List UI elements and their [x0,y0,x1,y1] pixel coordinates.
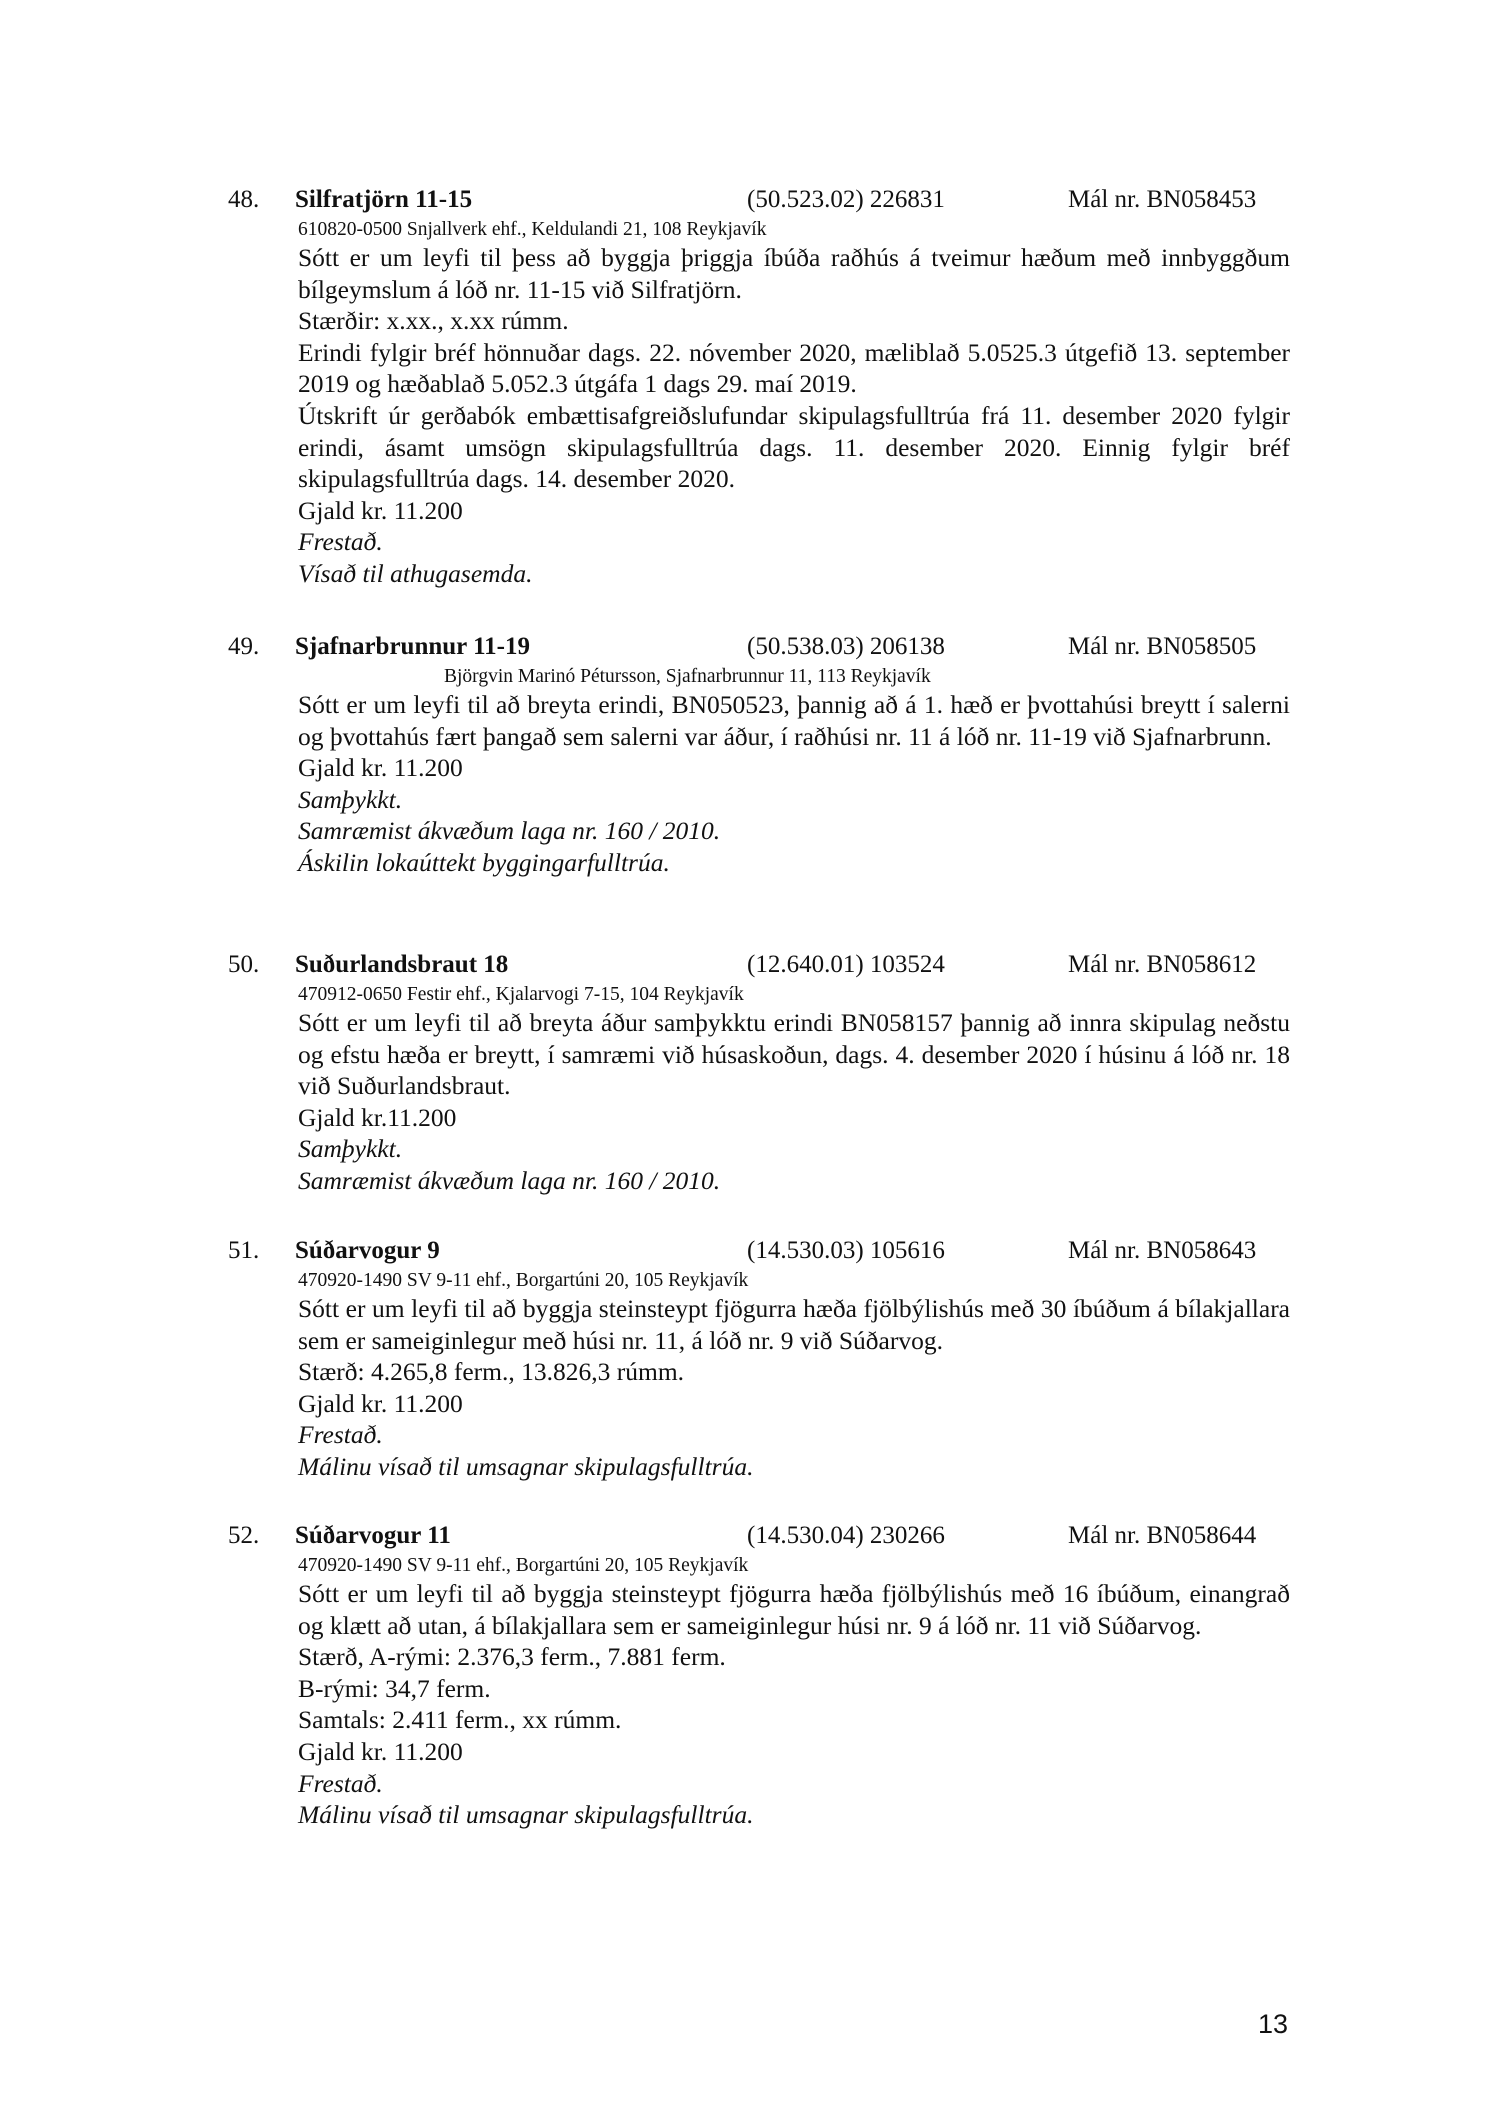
case-50 [228,948,1290,1197]
case-decision-note: Málinu vísað til umsagnar skipulagsfulltrúa. [298,1800,754,1830]
case-size-total: Samtals: 2.411 ferm., xx rúmm. [298,1705,622,1735]
case-reference: Mál nr. BN058612 [1068,951,1257,978]
case-number: 52. [228,1522,260,1549]
case-number: 50. [228,951,260,978]
case-description: Sótt er um leyfi til að breyta erindi, BN050523, þannig að á 1. hæð er þvottahúsi breytt í salerni og þvottahús fært þangað sem salerni var áður, í raðhúsi nr. 11 á lóð nr. 11-19 við Sjafnarbrunn. [298,690,1290,751]
case-applicant: 470912-0650 Festir ehf., Kjalarvogi 7-15, 104 Reykjavík [298,984,744,1005]
case-decision: Frestað. [298,1420,383,1450]
case-size: Stærðir: x.xx., x.xx rúmm. [298,306,569,336]
case-header [228,183,1290,217]
case-decision-note: Samræmist ákvæðum laga nr. 160 / 2010. [298,1165,721,1195]
case-52 [228,1519,1290,1831]
case-fee: Gjald kr. 11.200 [298,753,463,783]
case-body [298,1293,1290,1483]
case-size-a: Stærð, A-rými: 2.376,3 ferm., 7.881 ferm. [298,1642,726,1672]
page-number: 13 [1257,2009,1288,2039]
case-reference: Mál nr. BN058505 [1068,633,1257,660]
case-body [298,242,1290,590]
case-address: Súðarvogur 9 [295,1237,440,1264]
case-decision-note: Áskilin lokaúttekt byggingarfulltrúa. [298,847,670,877]
case-51 [228,1234,1290,1483]
case-attachments: Erindi fylgir bréf hönnuðar dags. 22. nóvember 2020, mæliblað 5.0525.3 útgefið 13. september 2019 og hæðablað 5.052.3 útgáfa 1 dags 29. maí 2019. [298,337,1290,399]
case-decision: Frestað. [298,527,383,557]
case-body [298,1578,1290,1831]
case-reference: Mál nr. BN058644 [1068,1522,1257,1549]
case-address: Sjafnarbrunnur 11-19 [295,633,531,660]
case-number: 48. [228,186,260,213]
case-reference: Mál nr. BN058453 [1068,186,1257,213]
case-fee: Gjald kr. 11.200 [298,1388,463,1418]
case-address: Súðarvogur 11 [295,1522,451,1549]
case-size-b: B-rými: 34,7 ferm. [298,1673,491,1703]
case-lot-number: (12.640.01) 103524 [747,951,945,978]
case-header [228,630,1290,664]
case-fee: Gjald kr. 11.200 [298,495,463,525]
case-body [298,1007,1290,1197]
case-lot-number: (14.530.03) 105616 [747,1237,945,1264]
case-49 [228,630,1290,879]
case-description: Sótt er um leyfi til að byggja steinsteypt fjögurra hæða fjölbýlishús með 30 íbúðum á bílakjallara sem er sameiginlegur með húsi nr. 11, á lóð nr. 9 við Súðarvog. [298,1294,1290,1355]
case-description: Sótt er um leyfi til að breyta áður samþykktu erindi BN058157 þannig að innra skipulag neðstu og efstu hæða er breytt, í samræmi við húsaskoðun, dags. 4. desember 2020 í húsinu á lóð nr. 18 við Suðurlandsbraut. [298,1008,1290,1101]
case-decision-note: Vísað til athugasemda. [298,558,533,588]
case-decision-note: Samræmist ákvæðum laga nr. 160 / 2010. [298,816,721,846]
case-lot-number: (50.523.02) 226831 [747,186,945,213]
case-number: 49. [228,633,260,660]
case-address: Suðurlandsbraut 18 [295,951,509,978]
case-lot-number: (14.530.04) 230266 [747,1522,945,1549]
case-address: Silfratjörn 11-15 [295,186,473,213]
case-header [228,948,1290,982]
case-lot-number: (50.538.03) 206138 [747,633,945,660]
case-header [228,1234,1290,1268]
case-decision: Samþykkt. [298,784,403,814]
case-applicant: 470920-1490 SV 9-11 ehf., Borgartúni 20, 105 Reykjavík [298,1555,749,1576]
case-reference: Mál nr. BN058643 [1068,1237,1257,1264]
case-48 [228,183,1290,590]
case-applicant: Björgvin Marinó Pétursson, Sjafnarbrunnur 11, 113 Reykjavík [444,666,931,687]
case-fee: Gjald kr. 11.200 [298,1736,463,1766]
case-applicant: 610820-0500 Snjallverk ehf., Keldulandi 21, 108 Reykjavík [298,219,767,240]
case-applicant: 470920-1490 SV 9-11 ehf., Borgartúni 20, 105 Reykjavík [298,1270,749,1291]
case-size: Stærð: 4.265,8 ferm., 13.826,3 rúmm. [298,1357,685,1387]
case-minutes-note: Útskrift úr gerðabók embættisafgreiðslufundar skipulagsfulltrúa frá 11. desember 2020 fylgir erindi, ásamt umsögn skipulagsfulltrúa dags. 11. desember 2020. Einnig fylgir bréf skipulagsfulltrúa dags. 14. desember 2020. [298,400,1290,494]
case-decision: Frestað. [298,1768,383,1798]
case-number: 51. [228,1237,260,1264]
case-decision: Samþykkt. [298,1134,403,1164]
case-body [298,689,1290,879]
case-decision-note: Málinu vísað til umsagnar skipulagsfulltrúa. [298,1451,754,1481]
case-description: Sótt er um leyfi til þess að byggja þriggja íbúða raðhús á tveimur hæðum með innbyggðum bílgeymslum á lóð nr. 11-15 við Silfratjörn. [298,243,1290,304]
case-description: Sótt er um leyfi til að byggja steinsteypt fjögurra hæða fjölbýlishús með 16 íbúðum, einangrað og klætt að utan, á bílakjallara sem er sameiginlegur húsi nr. 9 á lóð nr. 11 við Súðarvog. [298,1579,1290,1640]
case-header [228,1519,1290,1553]
case-fee: Gjald kr.11.200 [298,1102,457,1132]
